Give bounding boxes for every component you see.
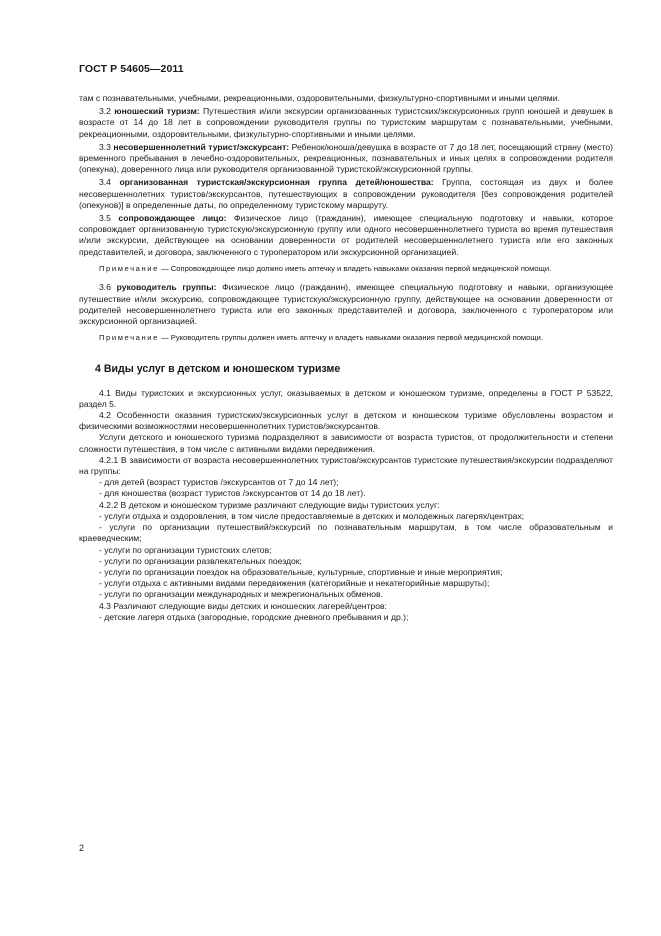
clause-number: 3.3 bbox=[99, 141, 111, 152]
defined-term: юношеский туризм: bbox=[114, 106, 200, 117]
definition-text: Физическое лицо (гражданин), имеющее специальную подготовку и навыки, организующее путешествие и/или экскурсию, сопровождающее туристскую/экскурсионную группу, действующее на основании доверенности от родителей несовершеннолетнего туриста или его законных представителей и договора, заключенного с туроператором или экскурсионной организацией. bbox=[79, 282, 614, 326]
note-text: — Руководитель группы должен иметь аптечку и владеть навыками оказания первой медицинской помощи. bbox=[158, 333, 543, 343]
list-item: - для детей (возраст туристов /экскурсантов от 7 до 14 лет); bbox=[99, 477, 339, 488]
list-item: - услуги по организации поездок на образовательные, культурные, спортивные и иные мероприятия; bbox=[99, 566, 503, 577]
list-item: - услуги по организации международных и межрегиональных обменов. bbox=[99, 589, 383, 600]
defined-term: сопровождающее лицо: bbox=[118, 213, 227, 224]
definition-3-3 bbox=[79, 142, 613, 176]
clause-number: 3.5 bbox=[99, 213, 111, 224]
document-body bbox=[79, 93, 613, 623]
note-label: Примечание bbox=[99, 263, 159, 273]
note-label: Примечание bbox=[99, 333, 159, 343]
list-item: - услуги по организации путешествий/экскурсий по познавательным маршрутам, в том числе образовательным и краеведческим; bbox=[79, 522, 613, 544]
definition-3-5 bbox=[79, 213, 613, 258]
defined-term: руководитель группы: bbox=[116, 282, 217, 293]
paragraph-4-2-continued: Услуги детского и юношеского туризма подразделяют в зависимости от возраста туристов, от продолжительности и степени сложности путешествия, в том числе с активными видами передвижения. bbox=[79, 432, 613, 454]
definition-3-2 bbox=[79, 106, 613, 140]
list-item: - детские лагеря отдыха (загородные, городские дневного пребывания и др.); bbox=[99, 611, 409, 622]
definition-3-4 bbox=[79, 177, 613, 211]
list-item: - услуги по организации туристских слетов; bbox=[99, 544, 272, 555]
page-header: ГОСТ Р 54605—2011 bbox=[79, 63, 184, 75]
list-item: - услуги отдыха и оздоровления, в том числе предоставляемые в детских и молодежных лагерях/центрах; bbox=[99, 510, 525, 521]
definition-text: Физическое лицо (гражданин), имеющее специальную подготовку и навыки, которое сопровождает организованную туристскую/экскурсионную группу или одного несовершеннолетнего туриста во время путешествия и/или экскурсии, действующее на основании доверенности от родителей несовершеннолетнего туриста или его законных представителей, и договора, заключенного с туроператором или экскурсионной организацией. bbox=[79, 213, 614, 257]
section-heading-4: 4 Виды услуг в детском и юношеском туризме bbox=[95, 362, 341, 375]
list-item: - услуги отдыха с активными видами передвижения (категорийные и некатегорийные маршруты); bbox=[99, 578, 490, 589]
paragraph-4-1: 4.1 Виды туристских и экскурсионных услуг, оказываемых в детском и юношеском туризме, определены в ГОСТ Р 53522, раздел 5. bbox=[79, 387, 613, 409]
list-item: - услуги по организации развлекательных поездок; bbox=[99, 555, 302, 566]
clause-number: 3.4 bbox=[99, 177, 111, 188]
definition-text: Ребенок/юноша/девушка в возрасте от 7 до 18 лет, посещающий страну (место) временного пребывания в лечебно-оздоровительных, рекреационных, познавательных и иных целях в сопровождении родителя (опекуна), доверенного лица или руководителя организованной туристской/экскурсионной группы. bbox=[79, 141, 613, 175]
list-item: - для юношества (возраст туристов /экскурсантов от 14 до 18 лет). bbox=[99, 488, 366, 499]
clause-number: 3.2 bbox=[99, 106, 111, 117]
paragraph-4-2-2: 4.2.2 В детском и юношеском туризме различают следующие виды туристских услуг: bbox=[99, 499, 440, 510]
defined-term: организованная туристская/экскурсионная группа детей/юношества: bbox=[119, 177, 434, 188]
clause-number: 3.6 bbox=[99, 282, 111, 293]
definition-text: Путешествия и/или экскурсии организованных туристских/экскурсионных групп юношей и девушек в возрасте от 14 до 18 лет в сопровождении руководителя группы по туристским маршрутам с познавательными, учебными, рекреационными, оздоровительными, физкультурно-спортивными и иными целями. bbox=[79, 106, 614, 139]
defined-term: несовершеннолетний турист/экскурсант: bbox=[113, 141, 290, 152]
paragraph-4-2-1: 4.2.1 В зависимости от возраста несовершеннолетних туристов/экскурсантов туристские путешествия/экскурсии подразделяют на группы: bbox=[79, 454, 613, 477]
note-3-5 bbox=[79, 264, 613, 275]
definition-text: Группа, состоящая из двух и более несовершеннолетних туристов/экскурсантов, путешествующих в сопровождении руководителя [без сопровождения родителей (опекунов)] в определенные даты, по определенному туристскому маршруту. bbox=[79, 177, 613, 210]
note-text: — Сопровождающее лицо должно иметь аптечку и владеть навыками оказания первой медицинской помощи. bbox=[158, 263, 552, 273]
paragraph-4-3: 4.3 Различают следующие виды детских и юношеских лагерей/центров: bbox=[99, 600, 387, 611]
paragraph-4-2: 4.2 Особенности оказания туристских/экскурсионных услуг в детском и юношеском туризме обусловлены возрастом и физическими возможностями несовершеннолетних туристов/экскурсантов. bbox=[79, 410, 613, 432]
page-number: 2 bbox=[79, 843, 85, 853]
definition-3-6 bbox=[79, 282, 613, 327]
note-3-6 bbox=[79, 333, 613, 344]
continued-paragraph: там с познавательными, учебными, рекреационными, оздоровительными, физкультурно-спортивными и иными целями. bbox=[79, 93, 560, 103]
